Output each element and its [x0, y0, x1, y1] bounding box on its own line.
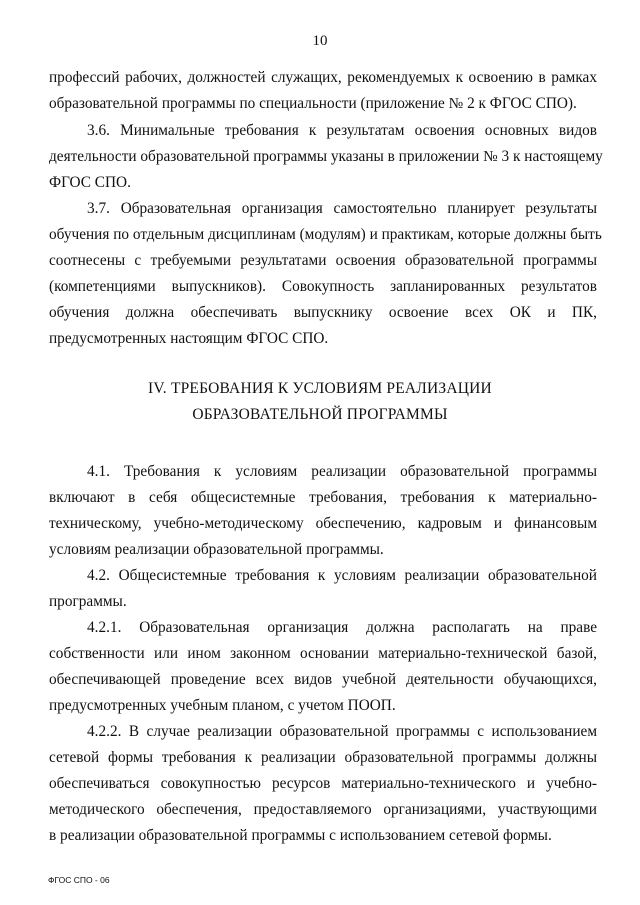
- paragraph-line: условиям реализации образовательной программы.: [49, 541, 384, 558]
- paragraph-line: профессий рабочих, должностей служащих, рекомендуемых к освоению в рамках: [49, 69, 597, 86]
- paragraph-line: сетевой формы требования к реализации образовательной программы должны: [49, 749, 597, 766]
- paragraph-line: 4.1. Требования к условиям реализации образовательной программы: [87, 463, 597, 480]
- paragraph-line: деятельности образовательной программы указаны в приложении № 3 к настоящему: [49, 148, 603, 165]
- paragraph-line: 3.6. Минимальные требования к результатам освоения основных видов: [87, 122, 597, 139]
- paragraph-line: образовательной программы по специальности (приложение № 2 к ФГОС СПО).: [49, 95, 577, 112]
- paragraph-line: методического обеспечения, предоставляемого организациями, участвующими: [49, 801, 597, 818]
- section-heading: ОБРАЗОВАТЕЛЬНОЙ ПРОГРАММЫ: [192, 406, 448, 423]
- paragraph-line: собственности или ином законном основании материально-технической базой,: [49, 645, 597, 662]
- paragraph-line: программы.: [49, 593, 127, 610]
- paragraph-line: обучения по отдельным дисциплинам (модулям) и практикам, которые должны быть: [49, 226, 602, 243]
- paragraph-line: 4.2. Общесистемные требования к условиям реализации образовательной: [87, 567, 597, 584]
- footer-code: ФГОС СПО - 06: [48, 875, 110, 885]
- paragraph-line: предусмотренных настоящим ФГОС СПО.: [49, 330, 329, 347]
- paragraph-line: техническому, учебно-методическому обеспечению, кадровым и финансовым: [49, 515, 597, 532]
- paragraph-line: соотнесены с требуемыми результатами освоения образовательной программы: [49, 252, 597, 269]
- paragraph-line: обеспечивающей проведение всех видов учебной деятельности обучающихся,: [49, 671, 597, 688]
- paragraph-line: включают в себя общесистемные требования, требования к материально-: [49, 489, 597, 506]
- paragraph-line: (компетенциями выпускников). Совокупность запланированных результатов: [49, 278, 597, 295]
- page-number: 10: [312, 33, 328, 49]
- paragraph-line: обучения должна обеспечивать выпускнику освоение всех ОК и ПК,: [49, 304, 597, 321]
- paragraph-line: 4.2.2. В случае реализации образовательной программы с использованием: [87, 723, 597, 740]
- section-heading: IV. ТРЕБОВАНИЯ К УСЛОВИЯМ РЕАЛИЗАЦИИ: [148, 380, 492, 397]
- paragraph-line: 3.7. Образовательная организация самостоятельно планирует результаты: [87, 200, 597, 217]
- paragraph-line: ФГОС СПО.: [49, 174, 131, 191]
- paragraph-line: в реализации образовательной программы с использованием сетевой формы.: [49, 827, 552, 844]
- paragraph-line: предусмотренных учебным планом, с учетом ПООП.: [49, 697, 396, 714]
- paragraph-line: обеспечиваться совокупностью ресурсов материально-технического и учебно-: [49, 775, 597, 792]
- paragraph-line: 4.2.1. Образовательная организация должна располагать на праве: [87, 619, 597, 636]
